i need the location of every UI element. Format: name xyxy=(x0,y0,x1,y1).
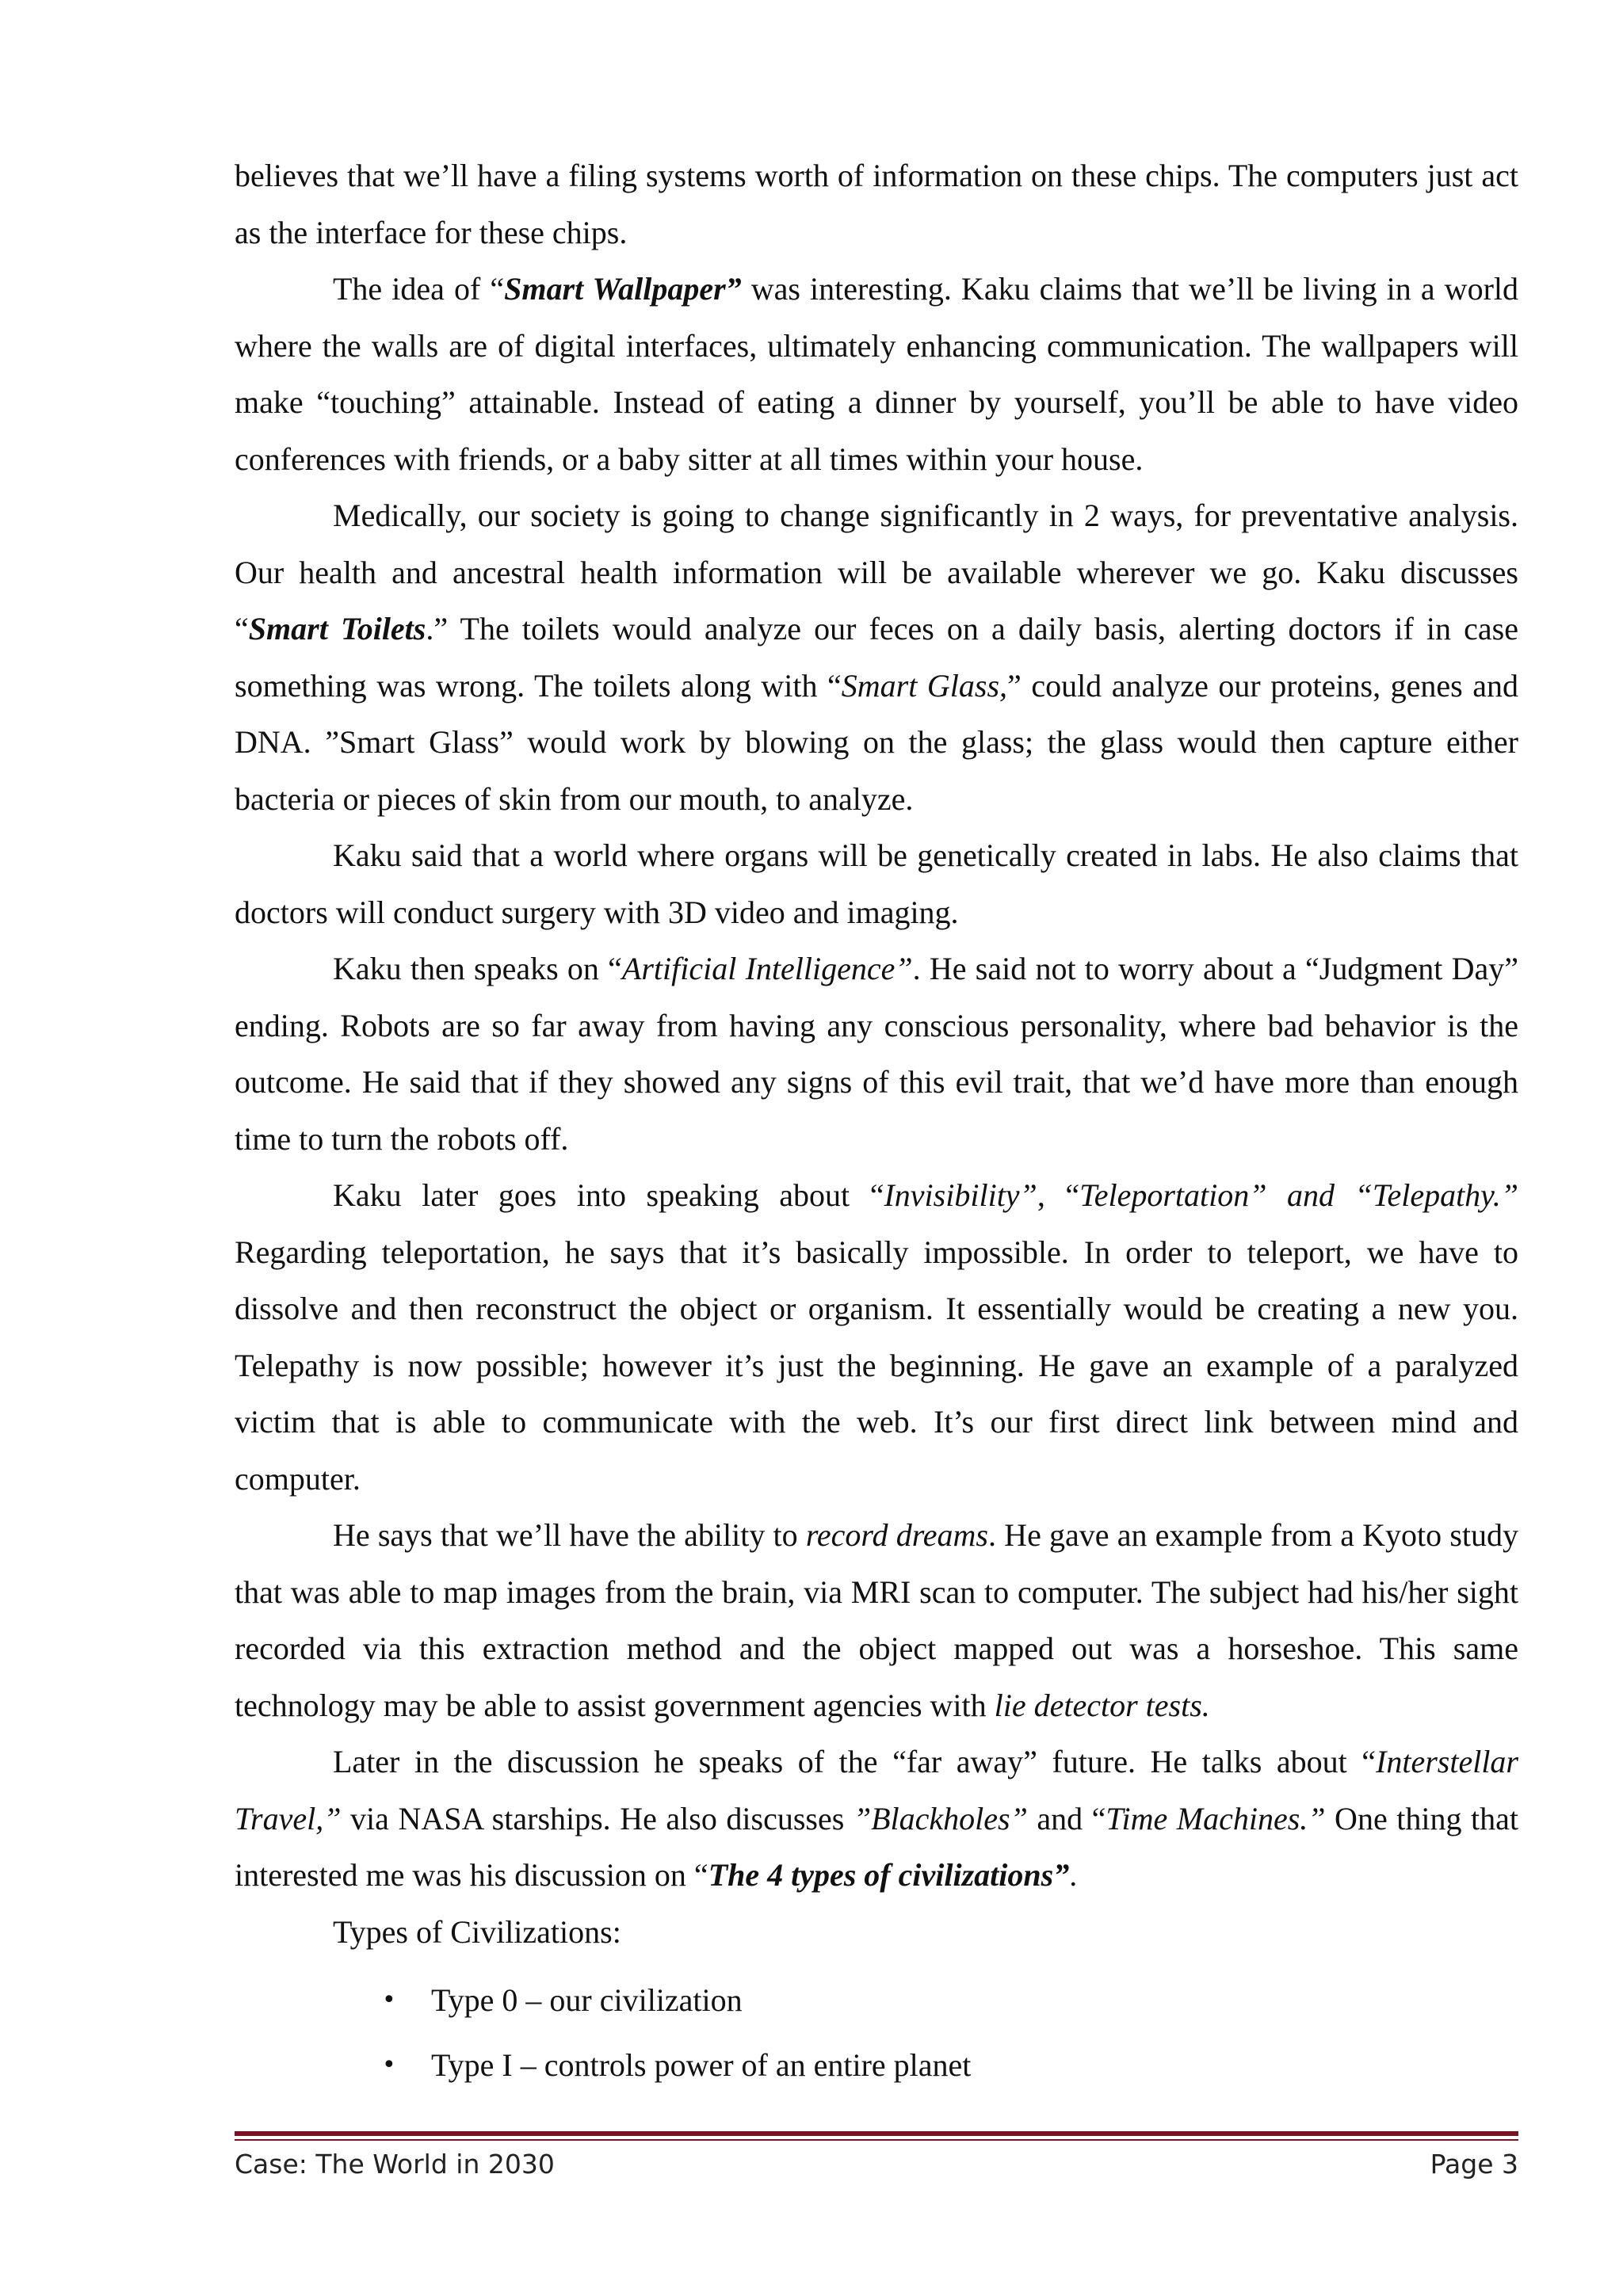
paragraph-far-future xyxy=(235,1733,1518,1904)
text-run: The idea of “ xyxy=(333,271,505,307)
paragraph-teleportation xyxy=(235,1167,1518,1507)
footer-rule-thick xyxy=(235,2131,1518,2136)
text-run: One thing that interested me was his discussion on “ xyxy=(235,1800,1518,1893)
text-run: was interesting. Kaku claims that we’ll be living in a world where the walls are of digital interfaces, ultimately enhancing communication. The wallpapers will make “touching” attainable. Instead of eating a dinner by yourself, you’ll be able to have video conferences with friends, or a baby sitter at all times within your house. xyxy=(235,271,1519,477)
text-run: . He said not to worry about a “Judgment Day” ending. Robots are so far away from having any conscious personality, where bad behavior is the outcome. He said that if they showed any signs of this evil trait, that we’d have more than enough time to turn the robots off. xyxy=(235,951,1518,1157)
types-heading: Types of Civilizations: xyxy=(333,1913,621,1950)
text-run: He says that we’ll have the ability to xyxy=(333,1517,806,1553)
body-text xyxy=(235,147,1518,2098)
paragraph-organs xyxy=(235,827,1518,940)
list-item xyxy=(382,2033,1518,2098)
text-run: Kaku later goes into speaking about “ xyxy=(333,1177,884,1213)
emphasis-text: Smart Toilets xyxy=(248,611,426,646)
text-run: Medically, our society is going to change significantly in 2 ways, for preventative analysis. Our health and ancestral health information will be available wherever we go. Kaku discusses “ xyxy=(235,498,1518,646)
footer-title: Case: The World in 2030 xyxy=(235,2149,555,2180)
emphasis-text: record dreams xyxy=(805,1517,988,1553)
text-run: and “ xyxy=(1027,1800,1106,1836)
text-run: Kaku said that a world where organs will be genetically created in labs. He also claims that doctors will conduct surgery with 3D video and imaging. xyxy=(235,837,1518,930)
text-run: believes that we’ll have a filing systems worth of information on these chips. The computers just act as the interface for these chips. xyxy=(235,158,1518,250)
paragraph-artificial-intelligence xyxy=(235,940,1518,1167)
emphasis-text: ”Blackholes” xyxy=(853,1800,1028,1836)
list-item-text: Type 0 – our civilization xyxy=(431,1982,743,2018)
text-run: ” could analyze our proteins, genes and DNA. ”Smart Glass” would work by blowing on the glass; the glass would then capture either bacteria or pieces of skin from our mouth, to analyze. xyxy=(235,667,1519,817)
civilization-types-list xyxy=(235,1968,1518,2098)
text-run: Regarding teleportation, he says that it’s basically impossible. In order to teleport, we have to dissolve and then reconstruct the object or organism. It essentially would be creating a new you. Telepathy is now possible; however it’s just the beginning. He gave an example of a paralyzed victim that is able to communicate with the web. It’s our first direct link between mind and computer. xyxy=(235,1234,1518,1497)
paragraph-smart-toilets xyxy=(235,487,1518,827)
paragraph-continuation xyxy=(235,147,1518,261)
footer-rule-thin xyxy=(235,2139,1518,2141)
text-run: Later in the discussion he speaks of the “far away” future. He talks about “ xyxy=(333,1744,1377,1779)
list-item xyxy=(382,1968,1518,2033)
emphasis-text: The 4 types of civilizations” xyxy=(708,1857,1070,1893)
emphasis-text: Teleportation” and “Telepathy.” xyxy=(1079,1177,1518,1213)
list-item-text: Type I – controls power of an entire planet xyxy=(431,2047,972,2083)
text-run: Kaku then speaks on “ xyxy=(333,951,622,986)
emphasis-text: Time Machines.” xyxy=(1106,1800,1326,1836)
paragraph-smart-wallpaper xyxy=(235,261,1518,487)
text-run: , “ xyxy=(1037,1177,1080,1213)
bullet-icon: • xyxy=(382,1986,396,2014)
page-number: Page 3 xyxy=(1430,2149,1518,2180)
paragraph-record-dreams xyxy=(235,1507,1518,1733)
text-run: via NASA starships. He also discusses xyxy=(341,1800,854,1836)
emphasis-text: lie detector tests. xyxy=(994,1687,1210,1723)
emphasis-text: Invisibility” xyxy=(884,1177,1037,1213)
text-run: . xyxy=(1069,1857,1078,1893)
emphasis-text: Smart Glass, xyxy=(841,667,1008,704)
text-run: .” The toilets would analyze our feces on a daily basis, alerting doctors if in case something was wrong. The toilets along with “ xyxy=(235,611,1519,704)
emphasis-text: Artificial Intelligence” xyxy=(621,951,913,986)
bullet-icon: • xyxy=(382,2051,396,2079)
emphasis-text: Interstellar Travel,” xyxy=(235,1744,1518,1836)
emphasis-text: Smart Wallpaper” xyxy=(504,271,742,307)
text-run: . He gave an example from a Kyoto study that was able to map images from the brain, via MRI scan to computer. The subject had his/her sight recorded via this extraction method and the object mapped out was a horseshoe. This same technology may be able to assist government agencies with xyxy=(235,1517,1519,1723)
